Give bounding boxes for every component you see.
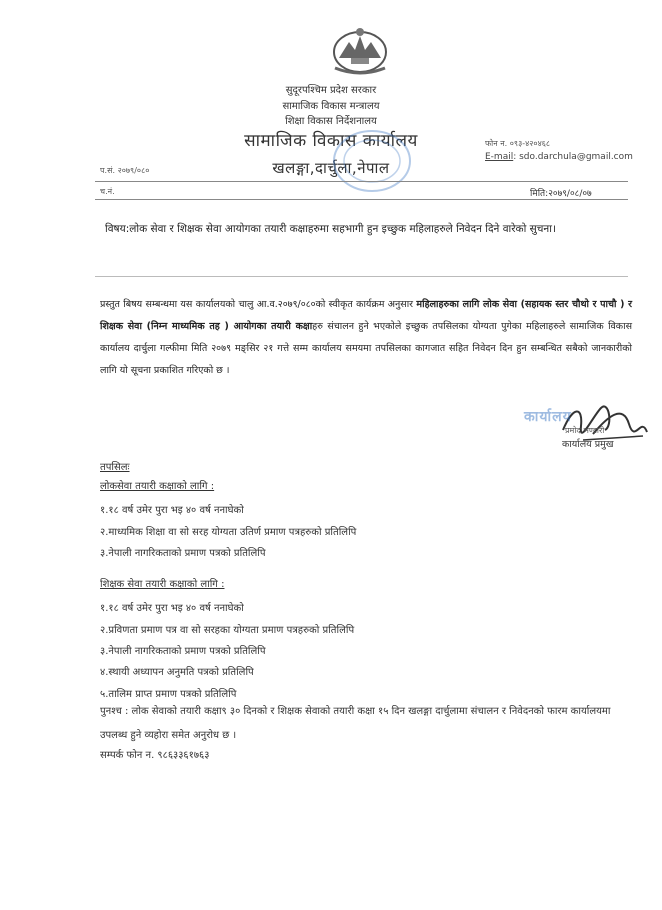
office-phone: फोन न. ०९३-४२०४६८ (485, 139, 551, 148)
letter-subject: विषय:लोक सेवा र शिक्षक सेवा आयोगका तयारी कक्षाहरुमा सहभागी हुन इच्छुक महिलाहरुले निवेदन दिने वारेको सुचना। (105, 223, 556, 235)
header-office-name: सामाजिक विकास कार्यालय (244, 131, 418, 151)
dispatch-number: च.नं. (100, 187, 115, 196)
nepal-emblem-icon (329, 24, 391, 76)
divider-bottom (95, 199, 628, 200)
list-item: ५.तालिम प्राप्त प्रमाण पत्रको प्रतिलिपि (100, 689, 237, 700)
header-directorate: शिक्षा विकास निर्देशनालय (285, 116, 377, 127)
postscript-note: पुनश्च : लोक सेवाको तयारी कक्षा९ ३० दिनको र शिक्षक सेवाको तयारी कक्षा १५ दिन खलङ्गा दार्चुलामा संचालन र निवेदनको फारम कार्यालयमा उपलब्ध हुने व्यहोरा समेत अनुरोध छ । (100, 706, 611, 741)
letter-date: मिति:२०७९/०८/०७ (530, 189, 592, 199)
list-item: २.प्रविणता प्रमाण पत्र वा सो सरहका योग्यता प्रमाण पत्रहरुको प्रतिलिपि (100, 625, 355, 636)
signature-stamp-text: कार्यालय (524, 409, 572, 425)
details-heading: तपसिलः (100, 462, 130, 473)
section-teacher-title: शिक्षक सेवा तयारी कक्षाको लागि : (100, 579, 225, 590)
email-value: : sdo.darchula@gmail.com (513, 152, 633, 162)
header-ministry: सामाजिक विकास मन्त्रालय (282, 101, 380, 112)
list-item: १.१८ वर्ष उमेर पुरा भइ ४० वर्ष ननाघेको (100, 603, 244, 614)
list-item: ४.स्थायी अध्यापन अनुमति पत्रको प्रतिलिपि (100, 667, 254, 678)
office-stamp-icon (330, 126, 414, 196)
reference-number: प.सं. २०७९/०८० (100, 166, 150, 175)
section-loksewa-title: लोकसेवा तयारी कक्षाको लागि : (100, 481, 215, 492)
body-intro: प्रस्तुत बिषय सम्बन्धमा यस कार्यालयको चालु आ.व.२०७९/०८०को स्वीकृत कार्यक्रम अनुसार (100, 299, 417, 310)
list-item: ३.नेपाली नागरिकताको प्रमाण पत्रको प्रतिलिपि (100, 548, 266, 559)
list-item: १.१८ वर्ष उमेर पुरा भइ ४० वर्ष ननाघेको (100, 505, 244, 516)
body-rest: हरु संचालन हुने भएकोले इच्छुक तपसिलका योग्यता पुगेका महिलाहरुले सामाजिक विकास कार्यालय दार्चुला गल्फीमा मिति २०७९ मङ्सिर २१ गत्ते सम्म कार्यालय समयमा तपसिलका कागजात सहित निवेदन दिन हुन सम्बन्धित सबैको जानकारीको लागि यो सूचना प्रकाशित गरिएको छ । (100, 321, 632, 376)
header-government: सुदूरपश्चिम प्रदेश सरकार (285, 85, 377, 96)
body-highlight: महिलाहरुका लागि लोक सेवा (सहायक स्तर चौथो र पाचौ ) र शिक्षक सेवा (निम्न माध्यमिक तह ) आयोगका तयारी कक्षा (100, 299, 632, 332)
email-label: E-mail (485, 152, 514, 162)
signatory-title: कार्यालय प्रमुख (562, 439, 614, 450)
divider-top (95, 181, 628, 182)
signatory-name: प्रमोद भण्डारी (565, 426, 605, 435)
subject-divider (95, 276, 628, 277)
list-item: २.माध्यमिक शिक्षा वा सो सरह योग्यता उतिर्ण प्रमाण पत्रहरुको प्रतिलिपि (100, 527, 357, 538)
contact-phone: सम्पर्क फोन न. ९८६३३६१७६३ (100, 750, 210, 761)
letter-body (100, 294, 632, 382)
list-item: ३.नेपाली नागरिकताको प्रमाण पत्रको प्रतिलिपि (100, 646, 266, 657)
header-location: खलङ्गा,दार्चुला,नेपाल (272, 159, 390, 177)
office-email (485, 152, 633, 162)
